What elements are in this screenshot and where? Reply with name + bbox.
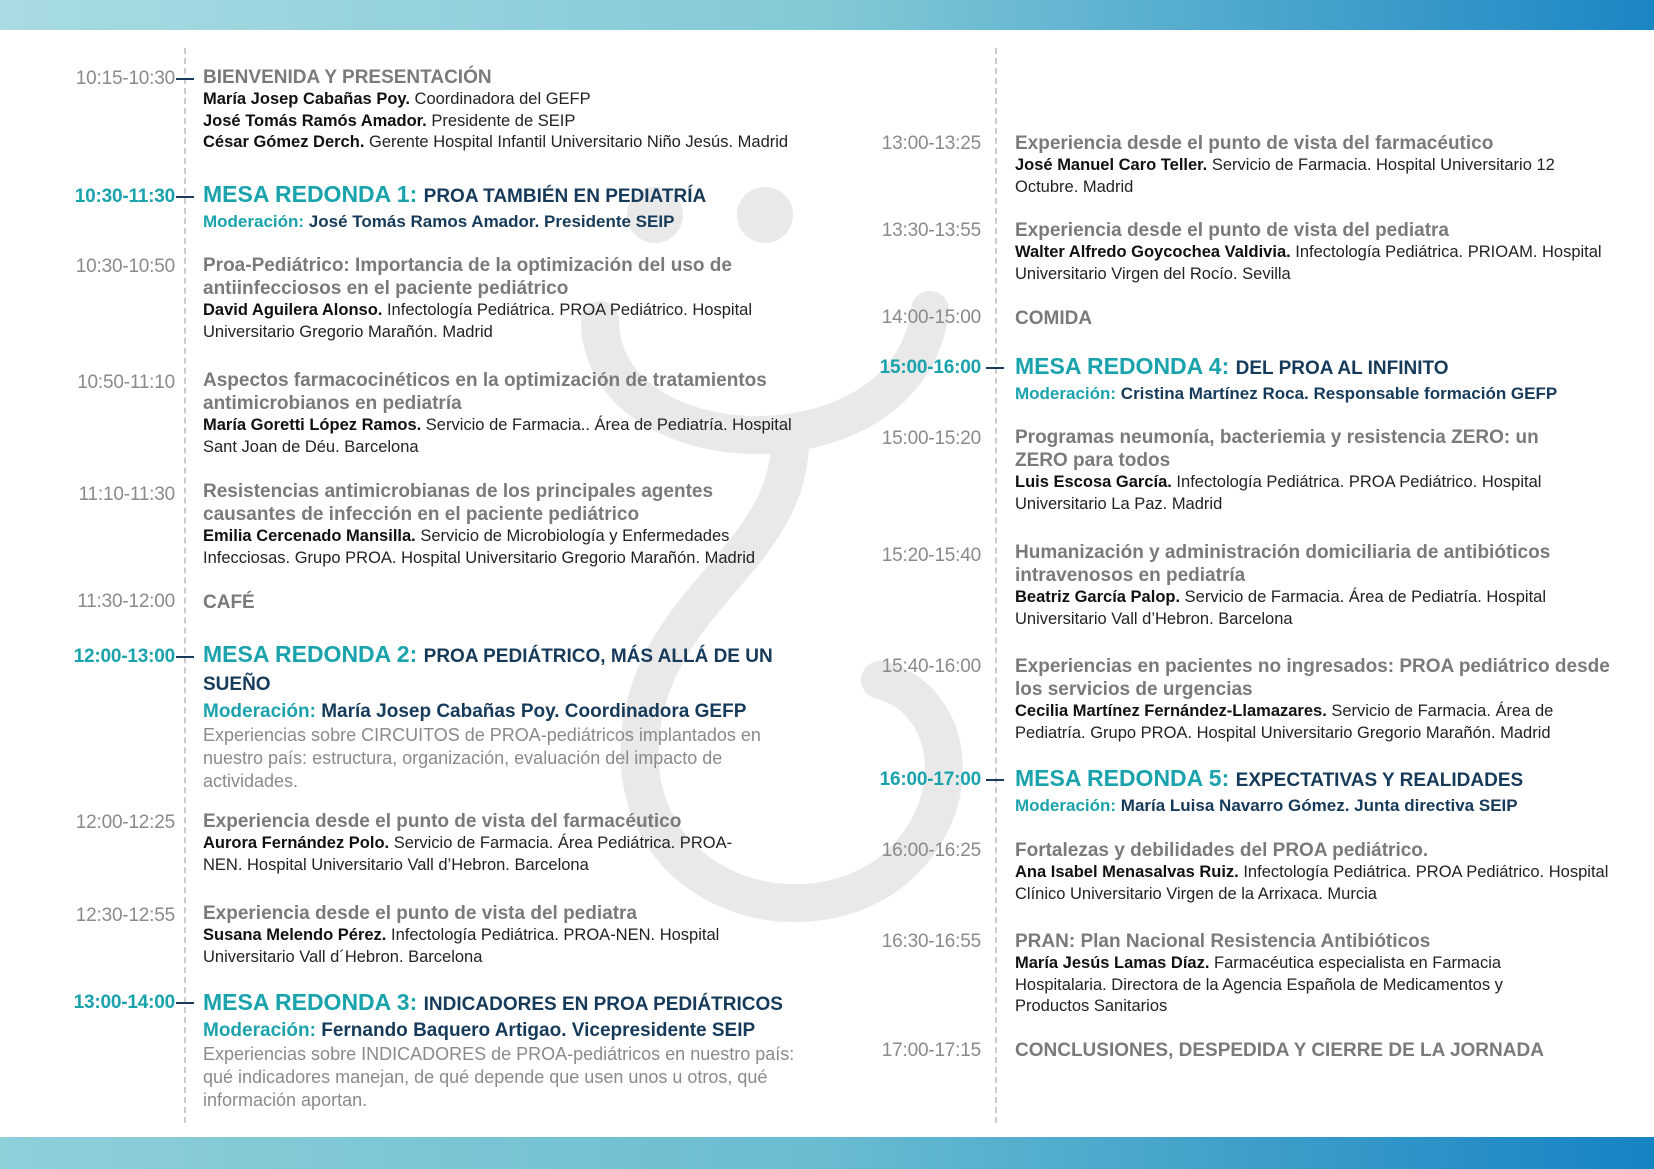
agenda-item — [203, 369, 803, 458]
top-band — [0, 0, 1654, 30]
session-time: 12:00-13:00 — [73, 646, 175, 667]
item-title: BIENVENIDA Y PRESENTACIÓN — [203, 67, 492, 88]
moderation: Moderación: María Josep Cabañas Poy. Coordinadora GEFP — [203, 701, 747, 722]
item-title: Programas neumonía, bacteriemia y resistencia ZERO: un ZERO para todos — [1015, 427, 1539, 471]
speaker: Aurora Fernández Polo. Servicio de Farmacia. Área Pediátrica. PROA-NEN. Hospital Universitario Vall d’Hebron. Barcelona — [203, 834, 733, 874]
speaker: María Jesús Lamas Díaz. Farmacéutica especialista en Farmacia Hospitalaria. Directora de la Agencia Española de Medicamentos y Productos Sanitarios — [1015, 954, 1503, 1015]
time: 11:10-11:30 — [78, 484, 175, 505]
item-title: Experiencia desde el punto de vista del farmacéutico — [203, 811, 682, 832]
item-title: Resistencias antimicrobianas de los principales agentes causantes de infección en el paciente pediátrico — [203, 481, 714, 525]
timeline-dash — [176, 196, 194, 198]
agenda-item — [1015, 930, 1575, 1018]
time: 13:30-13:55 — [881, 220, 981, 241]
time: 12:00-12:25 — [75, 812, 175, 833]
time: 15:00-15:20 — [881, 428, 981, 449]
right-timeline-divider — [995, 48, 997, 1123]
speaker: José Manuel Caro Teller. Servicio de Farmacia. Hospital Universitario 12 Octubre. Madrid — [1015, 156, 1555, 196]
session-title: MESA REDONDA 5: EXPECTATIVAS Y REALIDADES — [1015, 765, 1524, 791]
moderation: Moderación: María Luisa Navarro Gómez. Junta directiva SEIP — [1015, 796, 1518, 815]
time: 15:20-15:40 — [881, 545, 981, 566]
item-title: Aspectos farmacocinéticos en la optimización de tratamientos antimicrobianos en pediatría — [203, 370, 767, 414]
session-description: Experiencias sobre INDICADORES de PROA-pediátricos en nuestro país: qué indicadores manejan, de qué depende que usen unos u otros, qué información aportan. — [203, 1044, 795, 1110]
mesa-redonda-3 — [203, 989, 803, 1112]
time: 13:00-13:25 — [881, 133, 981, 154]
item-title: Experiencia desde el punto de vista del pediatra — [1015, 220, 1449, 241]
timeline-dash — [986, 367, 1004, 369]
session-time: 13:00-14:00 — [73, 992, 175, 1013]
speaker: Emilia Cercenado Mansilla. Servicio de Microbiología y Enfermedades Infecciosas. Grupo PROA. Hospital Universitario Gregorio Marañón. Madrid — [203, 527, 756, 567]
item-title: Experiencia desde el punto de vista del farmacéutico — [1015, 133, 1494, 154]
session-time: 15:00-16:00 — [879, 357, 981, 378]
time: 10:15-10:30 — [75, 68, 175, 89]
item-title: Experiencia desde el punto de vista del pediatra — [203, 903, 637, 924]
time: 16:30-16:55 — [881, 931, 981, 952]
agenda-item — [1015, 426, 1575, 515]
moderation: Moderación: Cristina Martínez Roca. Responsable formación GEFP — [1015, 384, 1558, 403]
mesa-redonda-4 — [1015, 353, 1615, 405]
speaker: Ana Isabel Menasalvas Ruiz. Infectología Pediátrica. PROA Pediátrico. Hospital Clínico Universitario Virgen de la Arrixaca. Murcia — [1015, 863, 1609, 903]
agenda-item-welcome — [203, 66, 803, 154]
agenda-item — [1015, 219, 1605, 285]
mesa-redonda-1 — [203, 181, 803, 233]
speaker: María Josep Cabañas Poy. Coordinadora del GEFP — [203, 90, 591, 108]
session-time: 16:00-17:00 — [879, 769, 981, 790]
time: 12:30-12:55 — [75, 905, 175, 926]
agenda-item — [203, 254, 793, 343]
session-title: MESA REDONDA 2: PROA PEDIÁTRICO, MÁS ALLÁ DE UN SUEÑO — [203, 641, 773, 695]
session-title: MESA REDONDA 4: DEL PROA AL INFINITO — [1015, 353, 1449, 379]
item-title: Experiencias en pacientes no ingresados: PROA pediátrico desde los servicios de urgencias — [1015, 656, 1610, 700]
item-title: Proa-Pediátrico: Importancia de la optimización del uso de antiinfecciosos en el paciente pediátrico — [203, 255, 732, 299]
speaker: César Gómez Derch. Gerente Hospital Infantil Universitario Niño Jesús. Madrid — [203, 133, 789, 151]
speaker: David Aguilera Alonso. Infectología Pediátrica. PROA Pediátrico. Hospital Universitario Gregorio Marañón. Madrid — [203, 301, 752, 341]
agenda-item-comida — [1015, 307, 1615, 330]
item-title: CAFÉ — [203, 592, 255, 613]
timeline-dash — [176, 78, 194, 80]
speaker: María Goretti López Ramos. Servicio de Farmacia.. Área de Pediatría. Hospital Sant Joan de Déu. Barcelona — [203, 416, 792, 456]
agenda-item-cafe — [203, 591, 803, 614]
timeline-dash — [986, 779, 1004, 781]
mesa-redonda-5 — [1015, 765, 1615, 817]
time: 10:30-10:50 — [75, 256, 175, 277]
mesa-redonda-2 — [203, 641, 783, 793]
speaker: Cecilia Martínez Fernández-Llamazares. Servicio de Farmacia. Área de Pediatría. Grupo PROA. Hospital Universitario Gregorio Marañón. Madrid — [1015, 702, 1554, 742]
session-description: Experiencias sobre CIRCUITOS de PROA-pediátricos implantados en nuestro país: estructura, organización, evaluación del impacto de actividades. — [203, 725, 761, 791]
session-title: MESA REDONDA 1: PROA TAMBIÉN EN PEDIATRÍA — [203, 181, 707, 207]
agenda-item — [203, 810, 743, 876]
item-title: Humanización y administración domiciliaria de antibióticos intravenosos en pediatría — [1015, 542, 1551, 586]
time: 15:40-16:00 — [881, 656, 981, 677]
time: 16:00-16:25 — [881, 840, 981, 861]
speaker: Walter Alfredo Goycochea Valdivia. Infectología Pediátrica. PRIOAM. Hospital Universitario Virgen del Rocío. Sevilla — [1015, 243, 1602, 283]
agenda-item — [203, 902, 793, 968]
timeline-dash — [176, 1002, 194, 1004]
time: 14:00-15:00 — [881, 307, 981, 328]
item-title: PRAN: Plan Nacional Resistencia Antibióticos — [1015, 931, 1431, 952]
session-time: 10:30-11:30 — [74, 186, 175, 207]
agenda-item-closing — [1015, 1039, 1635, 1062]
time: 17:00-17:15 — [881, 1040, 981, 1061]
item-title: COMIDA — [1015, 308, 1093, 329]
time: 10:50-11:10 — [77, 372, 175, 393]
speaker: Susana Melendo Pérez. Infectología Pediátrica. PROA-NEN. Hospital Universitario Vall d´Hebron. Barcelona — [203, 926, 720, 966]
moderation: Moderación: José Tomás Ramos Amador. Presidente SEIP — [203, 212, 675, 231]
timeline-dash — [176, 656, 194, 658]
speaker: Beatriz García Palop. Servicio de Farmacia. Área de Pediatría. Hospital Universitario Vall d’Hebron. Barcelona — [1015, 588, 1546, 628]
time: 11:30-12:00 — [77, 591, 175, 612]
session-title: MESA REDONDA 3: INDICADORES EN PROA PEDIÁTRICOS — [203, 989, 783, 1015]
left-timeline-divider — [184, 48, 186, 1123]
moderation: Moderación: Fernando Baquero Artigao. Vicepresidente SEIP — [203, 1020, 756, 1041]
item-title: CONCLUSIONES, DESPEDIDA Y CIERRE DE LA JORNADA — [1015, 1040, 1544, 1061]
agenda-item — [203, 480, 803, 569]
speaker: Luis Escosa García. Infectología Pediátrica. PROA Pediátrico. Hospital Universitario La Paz. Madrid — [1015, 473, 1542, 513]
agenda-item — [1015, 132, 1615, 198]
agenda-item — [1015, 541, 1615, 630]
speaker: José Tomás Ramós Amador. Presidente de SEIP — [203, 111, 576, 130]
agenda-item — [1015, 839, 1615, 905]
agenda-item — [1015, 655, 1615, 744]
bottom-band — [0, 1137, 1654, 1169]
item-title: Fortalezas y debilidades del PROA pediátrico. — [1015, 840, 1429, 861]
